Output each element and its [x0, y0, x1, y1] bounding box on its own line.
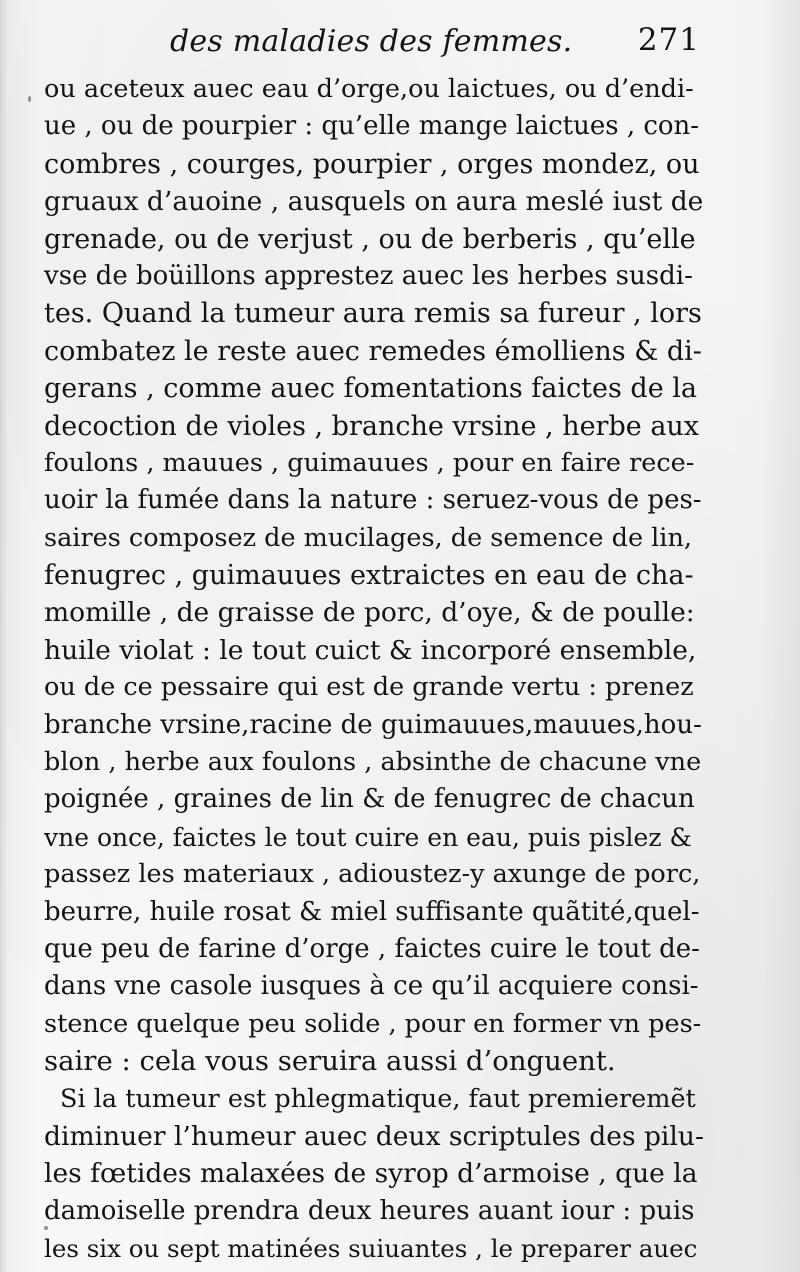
- text-line: foulons , mauues , guimauues , pour en faire rece-: [44, 447, 695, 478]
- text-line: les fœtides malaxées de syrop d’armoise , que la: [44, 1158, 698, 1190]
- text-line: damoiselle prendra deux heures auant iour : puis: [44, 1195, 695, 1226]
- text-line: combres , courges, pourpier , orges mondez, ou: [44, 148, 700, 180]
- text-line: ue , ou de pourpier : qu’elle mange laictues , con-: [44, 111, 700, 142]
- text-line: grenade, ou de verjust , ou de berberis , qu’elle: [44, 223, 696, 255]
- text-line: uoir la fumée dans la nature : seruez-vous de pes-: [44, 485, 702, 516]
- body-text: [44, 71, 704, 1268]
- text-line: gerans , comme auec fomentations faictes de la: [44, 373, 697, 405]
- text-line: ou aceteux auec eau d’orge,ou laictues, ou d’endi-: [44, 74, 694, 104]
- page-number: 271: [637, 22, 700, 58]
- running-title: des maladies des femmes.: [170, 24, 573, 59]
- text-line: passez les materiaux , adioustez-y axunge de porc,: [44, 859, 701, 890]
- text-line: tes. Quand la tumeur aura remis sa fureur , lors: [44, 298, 702, 330]
- running-head: [60, 22, 700, 62]
- text-line: poignée , graines de lin & de fenugrec de chacun: [44, 784, 695, 815]
- text-line: momille , de graisse de porc, d’oye, & de poulle:: [44, 597, 695, 629]
- text-line: blon , herbe aux foulons , absinthe de chacune vne: [44, 747, 702, 778]
- text-line: vse de boüillons apprestez auec les herbes susdi-: [44, 260, 693, 291]
- text-line: dans vne casole iusques à ce qu’il acquiere consi-: [44, 971, 699, 1002]
- text-line: branche vrsine,racine de guimauues,mauues,hou-: [44, 709, 702, 740]
- ink-speck-mark: [28, 96, 31, 102]
- text-line: vne once, faictes le tout cuire en eau, puis pislez &: [44, 822, 692, 852]
- text-line: ou de ce pessaire qui est de grande vertu : prenez: [44, 672, 694, 703]
- text-line: que peu de farine d’orge , faictes cuire le tout de-: [44, 933, 700, 964]
- paragraph-start-line: Si la tumeur est phlegmatique, faut premieremẽt: [60, 1083, 696, 1114]
- text-line: stence quelque peu solide , pour en former vn pes-: [44, 1008, 702, 1039]
- text-line: fenugrec , guimauues extraictes en eau de cha-: [44, 560, 694, 592]
- text-line: gruaux d’auoine , ausquels on aura meslé iust de: [44, 186, 704, 218]
- text-line: beurre, huile rosat & miel suffisante quãtité,quel-: [44, 896, 700, 927]
- text-line: combatez le reste auec remedes émolliens & di-: [44, 335, 702, 367]
- text-line: les six ou sept matinées suiuantes , le preparer auec: [44, 1234, 698, 1264]
- text-line: diminuer l’humeur auec deux scriptules des pilu-: [44, 1120, 704, 1152]
- text-line: saire : cela vous seruira aussi d’onguent.: [44, 1045, 616, 1078]
- ink-speck-mark: [44, 1226, 48, 1230]
- text-line: saires composez de mucilages, de semence de lin,: [44, 522, 692, 553]
- text-line: decoction de violes , branche vrsine , herbe aux: [44, 410, 700, 442]
- text-line: huile violat : le tout cuict & incorporé ensemble,: [44, 634, 697, 666]
